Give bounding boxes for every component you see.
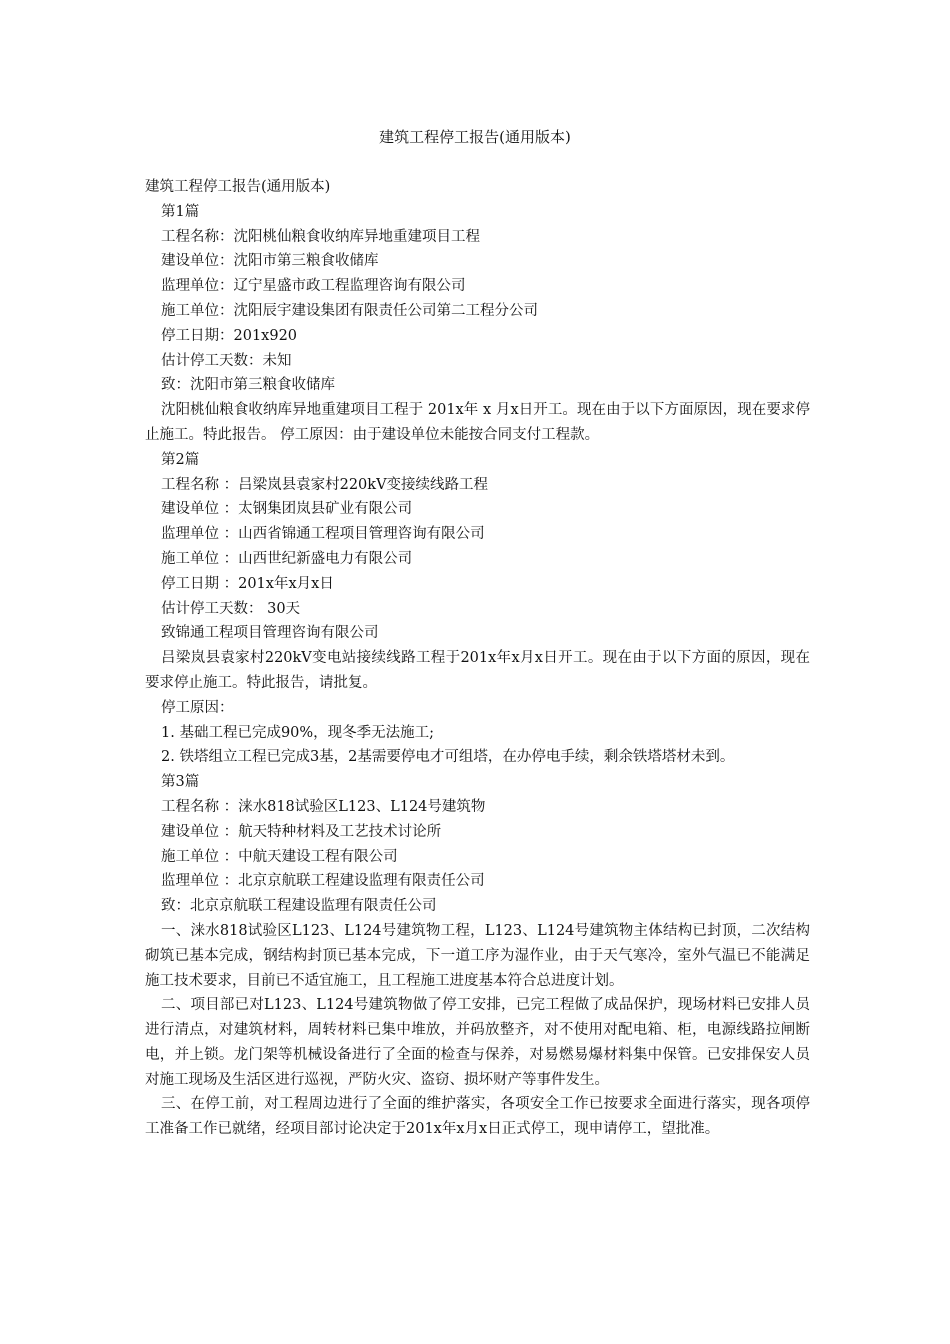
document-heading: 建筑工程停工报告(通用版本) [145,179,331,195]
part-2-addressee: 致锦通工程项目管理咨询有限公司 [161,625,379,642]
part-2-stop-date: 停工日期 ：201x年x月x日 [161,575,334,592]
part-2-label: 第2篇 [161,451,200,468]
part-2-reason-label: 停工原因： [161,699,234,716]
part-1-project-name: 工程名称：沈阳桃仙粮食收纳库异地重建项目工程 [161,228,480,245]
part-3-paragraph-1: 一、涞水818试验区L123、L124号建筑物工程，L123、L124号建筑物主体结构已封顶，二次结构砌筑已基本完成，钢结构封顶已基本完成，下一道工序为湿作业，由于天气寒冷，室外气温已不能满足施工技术要求，目前已不适宜施工，且工程施工进度基本符合总进度计划。 [145,922,810,989]
part-1-stop-date: 停工日期：201x920 [161,327,298,344]
part-3-paragraph-3: 三、在停工前，对工程周边进行了全面的维护落实，各项安全工作已按要求全面进行落实，现各项停工准备工作已就绪，经项目部讨论决定于201x年x月x日正式停工，现申请停工，望批准。 [145,1096,810,1138]
part-2-builder: 建设单位 ：太钢集团岚县矿业有限公司 [161,501,413,518]
part-3-contractor: 施工单位 ：中航天建设工程有限公司 [161,848,398,865]
part-2-project-name: 工程名称 ：吕梁岚县袁家村220kV变接续线路工程 [161,476,489,493]
part-3-project-name: 工程名称 ：涞水818试验区L123、L124号建筑物 [161,798,486,815]
part-1-addressee: 致：沈阳市第三粮食收储库 [161,377,335,394]
part-1-body: 沈阳桃仙粮食收纳库异地重建项目工程于 201x年 x 月x日开工。现在由于以下方面原因，现在要求停止施工。特此报告。 停工原因：由于建设单位未能按合同支付工程款。 [145,402,810,443]
part-1-builder: 建设单位：沈阳市第三粮食收储库 [161,253,379,270]
part-3-addressee: 致：北京京航联工程建设监理有限责任公司 [161,898,437,915]
part-2-supervisor: 监理单位 ：山西省锦通工程项目管理咨询有限公司 [161,526,485,543]
part-3-label: 第3篇 [161,774,200,791]
part-2-contractor: 施工单位 ：山西世纪新盛电力有限公司 [161,550,413,567]
part-2-reason-1: 1. 基础工程已完成90%，现冬季无法施工; [161,724,435,741]
document-body [145,175,810,1142]
part-1-estimated-days: 估计停工天数：未知 [161,352,292,369]
part-3-builder: 建设单位 ：航天特种材料及工艺技术讨论所 [161,823,442,840]
page-title: 建筑工程停工报告(通用版本) [379,128,571,146]
part-2-reason-2: 2. 铁塔组立工程已完成3基，2基需要停电才可组塔，在办停电手续，剩余铁塔塔材未到。 [161,749,735,766]
part-1-supervisor: 监理单位：辽宁星盛市政工程监理咨询有限公司 [161,278,466,295]
part-2-body: 吕梁岚县袁家村220kV变电站接续线路工程于201x年x月x日开工。现在由于以下方面的原因，现在要求停止施工。特此报告，请批复。 [145,650,810,691]
part-3-paragraph-2: 二、项目部已对L123、L124号建筑物做了停工安排，已完工程做了成品保护，现场材料已安排人员进行清点，对建筑材料，周转材料已集中堆放，并码放整齐，对不使用对配电箱、柜，电源线路拉闸断电，并上锁。龙门架等机械设备进行了全面的检查与保养，对易燃易爆材料集中保管。已安排保安人员对施工现场及生活区进行巡视，严防火灾、盗窃、损坏财产等事件发生。 [145,997,810,1088]
part-1-contractor: 施工单位：沈阳辰宇建设集团有限责任公司第二工程分公司 [161,302,538,319]
part-1-label: 第1篇 [161,203,200,220]
part-2-estimated-days: 估计停工天数： 30天 [161,600,301,617]
part-3-supervisor: 监理单位 ：北京京航联工程建设监理有限责任公司 [161,873,485,890]
